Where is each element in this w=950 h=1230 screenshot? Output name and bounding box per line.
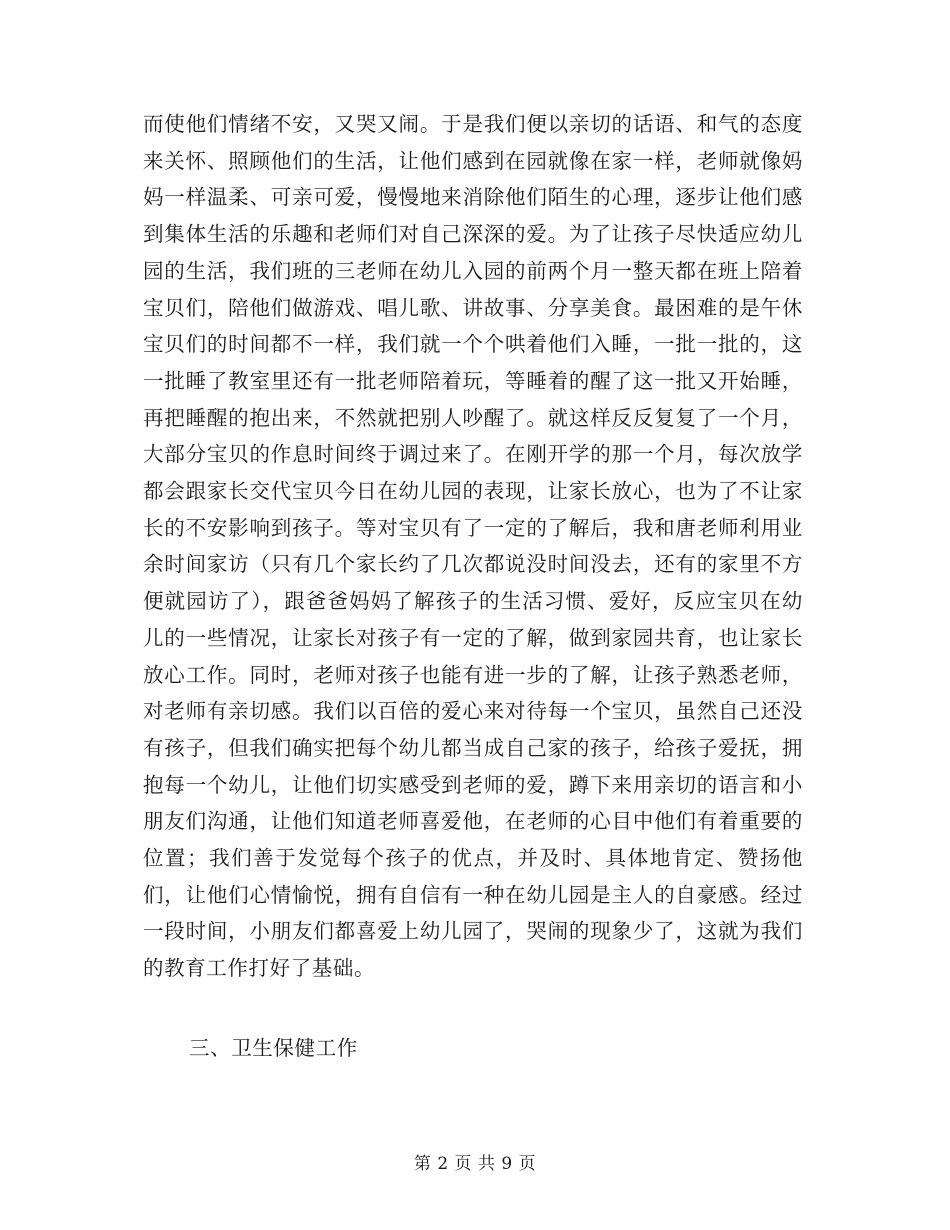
section-heading: 三、卫生保健工作 — [189, 1036, 358, 1060]
body-paragraph: 而使他们情绪不安，又哭又闹。于是我们便以亲切的话语、和气的态度来关怀、照顾他们的生活，让他们感到在园就像在家一样，老师就像妈妈一样温柔、可亲可爱，慢慢地来消除他们陌生的心理，逐步让他们感到集体生活的乐趣和老师们对自己深深的爱。为了让孩子尽快适应幼儿园的生活，我们班的三老师在幼儿入园的前两个月一整天都在班上陪着宝贝们，陪他们做游戏、唱儿歌、讲故事、分享美食。最困难的是午休宝贝们的时间都不一样，我们就一个个哄着他们入睡，一批一批的，这一批睡了教室里还有一批老师陪着玩，等睡着的醒了这一批又开始睡，再把睡醒的抱出来，不然就把别人吵醒了。就这样反反复复了一个月，大部分宝贝的作息时间终于调过来了。在刚开学的那一个月，每次放学都会跟家长交代宝贝今日在幼儿园的表现，让家长放心，也为了不让家长的不安影响到孩子。等对宝贝有了一定的了解后，我和唐老师利用业余时间家访（只有几个家长约了几次都说没时间没去，还有的家里不方便就园访了），跟爸爸妈妈了解孩子的生活习惯、爱好，反应宝贝在幼儿的一些情况，让家长对孩子有一定的了解，做到家园共育，也让家长放心工作。同时，老师对孩子也能有进一步的了解，让孩子熟悉老师，对老师有亲切感。我们以百倍的爱心来对待每一个宝贝，虽然自己还没有孩子，但我们确实把每个幼儿都当成自己家的孩子，给孩子爱抚，拥抱每一个幼儿，让他们切实感受到老师的爱，蹲下来用亲切的语言和小朋友们沟通，让他们知道老师喜爱他，在老师的心目中他们有着重要的位置；我们善于发觉每个孩子的优点，并及时、具体地肯定、赞扬他们，让他们心情愉悦，拥有自信有一种在幼儿园是主人的自豪感。经过一段时间，小朋友们都喜爱上幼儿园了，哭闹的现象少了，这就为我们的教育工作打好了基础。 — [143, 112, 803, 981]
page-number-footer: 第 2 页 共 9 页 — [413, 1154, 537, 1174]
